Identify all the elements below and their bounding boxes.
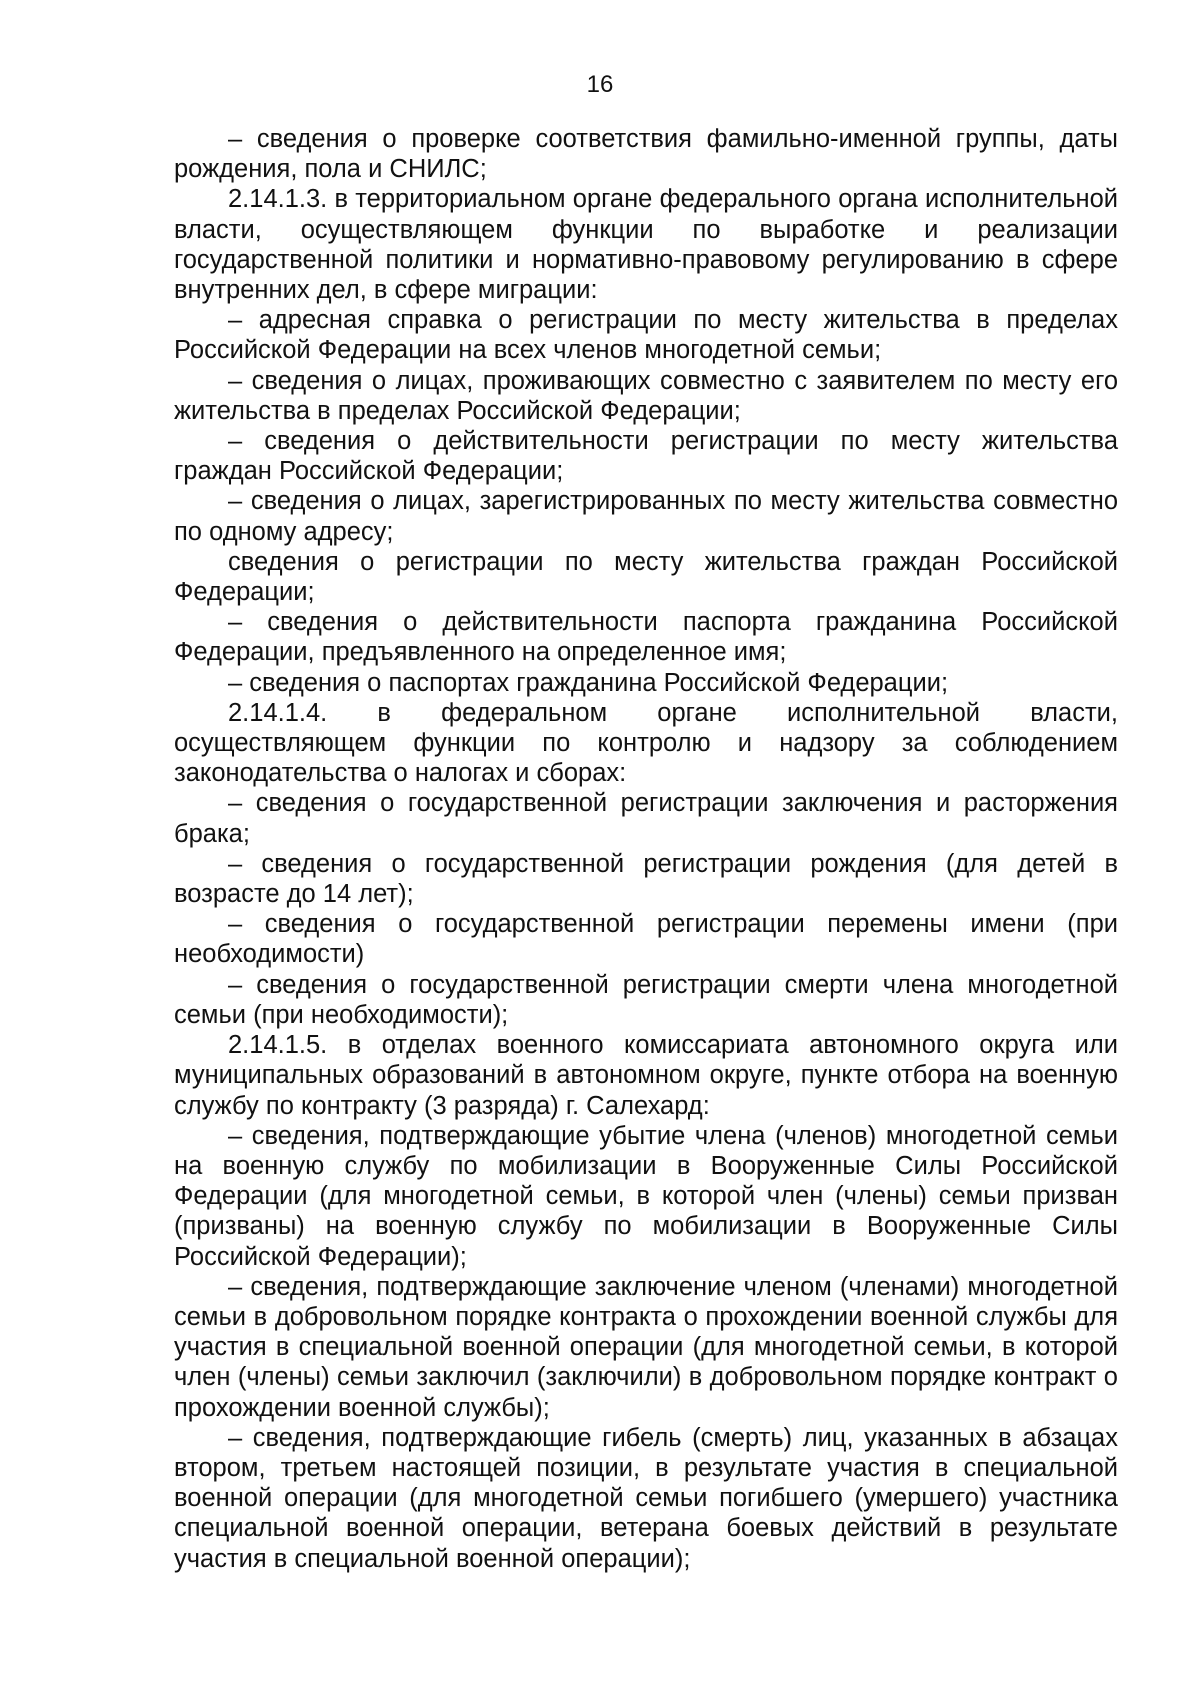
paragraph-passports: – сведения о паспортах гражданина Российской Федерации; (228, 668, 949, 697)
page-number: 16 (586, 71, 614, 98)
paragraph-2-14-1-5: 2.14.1.5. в отделах военного комиссариата автономного округа или муниципальных образований в автономном округе, пункте отбора на военную службу по контракту (3 разряда) г. Салехард: (174, 1031, 1118, 1120)
document-body (174, 124, 1118, 1574)
paragraph-marriage: – сведения о государственной регистрации заключения и расторжения брака; (174, 789, 1118, 848)
paragraph-same-address: – сведения о лицах, зарегистрированных по месту жительства совместно по одному адресу; (174, 487, 1118, 546)
paragraph-registration-info: сведения о регистрации по месту жительства граждан Российской Федерации; (174, 547, 1118, 607)
paragraph-name-change: – сведения о государственной регистрации перемены имени (при необходимости) (174, 910, 1118, 969)
paragraph-registration-validity: – сведения о действительности регистрации по месту жительства граждан Российской Федерации; (174, 427, 1118, 486)
paragraph-passport-validity: – сведения о действительности паспорта гражданина Российской Федерации, предъявленного на определенное имя; (174, 608, 1118, 667)
paragraph-address-reference: – адресная справка о регистрации по месту жительства в пределах Российской Федерации на всех членов многодетной семьи; (174, 306, 1118, 365)
paragraph-mobilization: – сведения, подтверждающие убытие члена (членов) многодетной семьи на военную службу по мобилизации в Вооруженные Силы Российской Федерации (для многодетной семьи, в которой член (члены) семьи призван (призваны) на военную службу по мобилизации в Вооруженные Силы Российской Федерации); (174, 1121, 1118, 1271)
paragraph-2-14-1-3: 2.14.1.3. в территориальном органе федерального органа исполнительной власти, осуществляющем функции по выработке и реализации государственной политики и нормативно-правовому регулированию в сфере внутренних дел, в сфере миграции: (174, 185, 1118, 305)
paragraph-snils-check: – сведения о проверке соответствия фамильно-именной группы, даты рождения, пола и СНИЛС; (174, 125, 1118, 184)
paragraph-birth: – сведения о государственной регистрации рождения (для детей в возрасте до 14 лет); (174, 849, 1118, 909)
paragraph-death: – сведения о государственной регистрации смерти члена многодетной семьи (при необходимости); (174, 970, 1118, 1029)
paragraph-cohabitants: – сведения о лицах, проживающих совместно с заявителем по месту его жительства в пределах Российской Федерации; (174, 366, 1118, 425)
paragraph-death-svo: – сведения, подтверждающие гибель (смерть) лиц, указанных в абзацах втором, третьем настоящей позиции, в результате участия в специальной военной операции (для многодетной семьи погибшего (умершего) участника специальной военной операции, ветерана боевых действий в результате участия в специальной военной операции); (174, 1423, 1118, 1573)
paragraph-contract: – сведения, подтверждающие заключение членом (членами) многодетной семьи в добровольном порядке контракта о прохождении военной службы для участия в специальной военной операции (для многодетной семьи, в которой член (члены) семьи заключил (заключили) в добровольном порядке контракт о прохождении военной службы); (174, 1272, 1118, 1422)
paragraph-2-14-1-4: 2.14.1.4. в федеральном органе исполнительной власти, осуществляющем функции по контролю и надзору за соблюдением законодательства о налогах и сборах: (174, 698, 1118, 788)
